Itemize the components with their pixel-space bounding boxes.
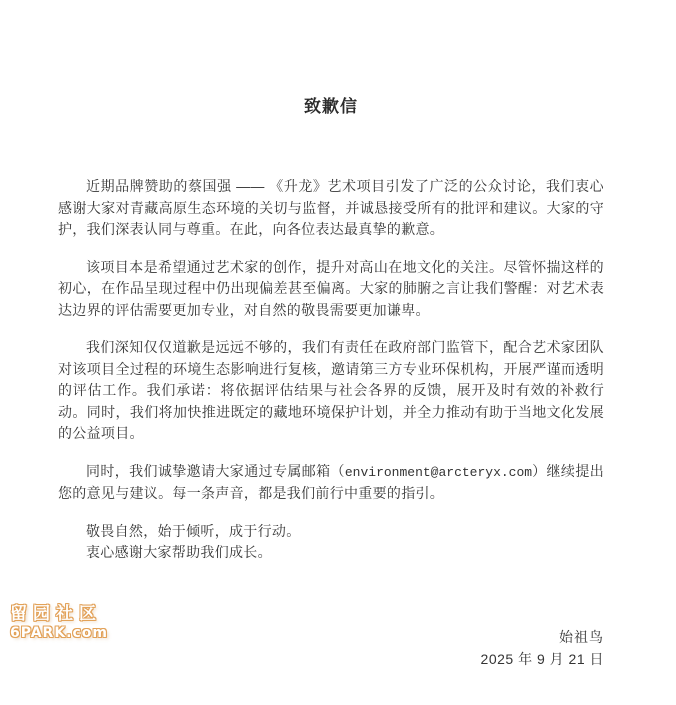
signature-block (58, 627, 604, 671)
contact-email-address: environment@arcteryx.com (344, 464, 533, 480)
letter-title: 致歉信 (304, 97, 358, 116)
watermark-site-url: 6PARK.com (10, 625, 109, 641)
6park-watermark (10, 603, 108, 641)
letter-paragraph-3: 我们深知仅仅道歉是远远不够的，我们有责任在政府部门监管下，配合艺术家团队对该项目全过程的环境生态影响进行复核，邀请第三方专业环保机构，开展严谨而透明的评估工作。我们承诺：将依据评估结果与社会各界的反馈，展开及时有效的补救行动。同时，我们将加快推进既定的藏地环境保护计划，并全力推动有助于当地文化发展的公益项目。 (58, 339, 604, 441)
letter-paragraph-4 (58, 461, 604, 505)
signature-brand-name: 始祖鸟 (559, 628, 604, 645)
letter-paragraph-1: 近期品牌赞助的蔡国强 —— 《升龙》艺术项目引发了广泛的公众讨论，我们衷心感谢大家对青藏高原生态环境的关切与监督，并诚恳接受所有的批评和建议。大家的守护，我们深表认同与尊重。在此，向各位表达最真挚的歉意。 (58, 178, 604, 237)
letter-date: 2025 年 9 月 21 日 (480, 651, 604, 667)
watermark-site-name: 留园社区 (10, 604, 102, 624)
paragraph-4-text-after-email: ）继续提出您的意见与建议。每一条声音，都是我们前行中重要的指引。 (58, 462, 604, 501)
closing-block (58, 521, 604, 564)
letter-paragraph-2: 该项目本是希望通过艺术家的创作，提升对高山在地文化的关注。尽管怀揣这样的初心，在作品呈现过程中仍出现偏差甚至偏离。大家的肺腑之言让我们警醒：对艺术表达边界的评估需要更加专业，对自然的敬畏需要更加谦卑。 (58, 258, 604, 318)
closing-line-2: 衷心感谢大家帮助我们成长。 (86, 544, 272, 560)
paragraph-4-text-before-email: 同时，我们诚挚邀请大家通过专属邮箱（ (86, 462, 345, 479)
closing-line-1: 敬畏自然，始于倾听，成于行动。 (86, 522, 301, 539)
